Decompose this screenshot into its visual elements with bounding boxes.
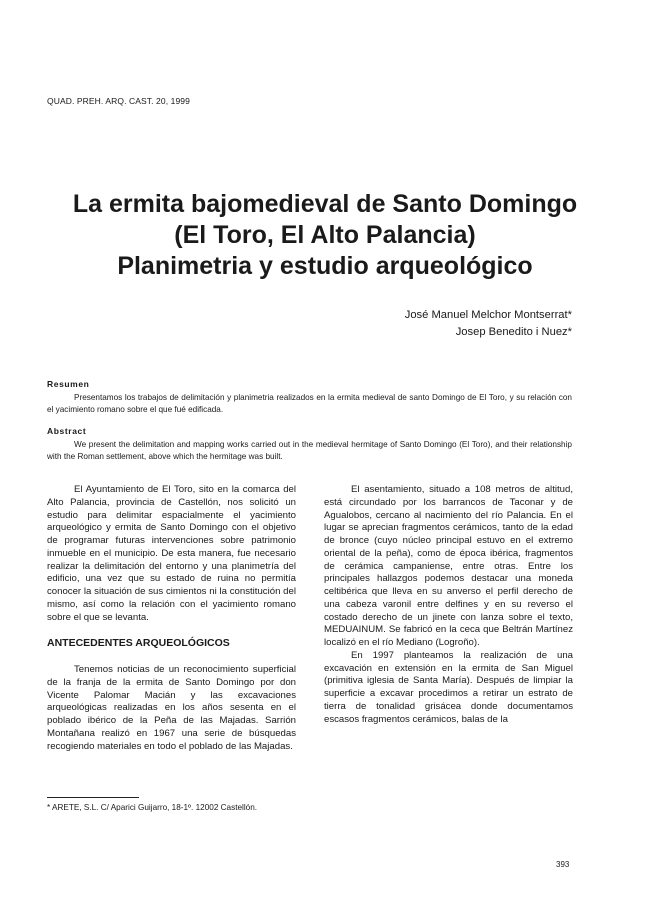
author-2: Josep Benedito i Nuez* <box>455 326 572 338</box>
section-heading: ANTECEDENTES ARQUEOLÓGICOS <box>47 637 230 650</box>
abstract-label: Abstract <box>47 426 87 436</box>
article-title <box>30 189 620 282</box>
intro-paragraph: El Ayuntamiento de El Toro, sito en la comarca del Alto Palancia, provincia de Castellón, nos solicitó un estudio para delimitar espacialmente el yacimiento arqueológico y ermita de Santo Domingo con el objetivo de programar futuras intervenciones sobre patrimonio inmueble en el municipio. De esta manera, fue necesario realizar la delimitación del entorno y una planimetría del edificio, una vez que su estado de ruina no permitía conocer la situación de sus cimientos ni la constitución del mismo, así como la relación con el yacimiento romano sobre el que se levanta. <box>47 484 296 623</box>
title-line-1: La ermita bajomedieval de Santo Domingo <box>72 190 578 218</box>
page-number: 393 <box>556 860 570 869</box>
abstract-text: We present the delimitation and mapping works carried out in the medieval hermitage of Santo Domingo (El Toro), and their relationship with the Roman settlement, above which the hermitage was built. <box>47 440 572 461</box>
right-column <box>324 484 573 726</box>
title-line-3: Planimetria y estudio arqueológico <box>117 252 533 280</box>
asentamiento-paragraph: El asentamiento, situado a 108 metros de altitud, está circundado por los barrancos de Taconar y de Agualobos, cercano al nacimiento del río Palancia. En el lugar se aprecian fragmentos cerámicos, tanto de la edad de bronce (cuyo núcleo principal estuvo en el extremo oriental de la peña), como de época ibérica, fragmentos de cerámica campaniense, entre otras. Entre los principales hallazgos podemos destacar una moneda celtibérica que lleva en su anverso el perfil derecho de una cabeza varonil entre delfines y en su reverso el costado derecho de un jinete con lanza sobre el texto, MEDUAINUM. Se fabricó en la ceca que Beltrán Martínez localizó en el río Mediano (Logroño). <box>324 484 573 648</box>
footnote: * ARETE, S.L. C/ Aparici Guijarro, 18-1º. 12002 Castellón. <box>47 803 258 812</box>
resumen-block <box>47 379 572 415</box>
left-column <box>47 484 296 753</box>
excavacion-paragraph: En 1997 planteamos la realización de una excavación en extensión en la ermita de San Miguel (primitiva iglesia de Santa María). Después de limpiar la superficie a excavar procedimos a retirar un estrato de tierra de tonalidad grisácea donde documentamos escasos fragmentos cerámicos, balas de la <box>324 649 573 725</box>
resumen-label: Resumen <box>47 379 90 389</box>
abstract-block <box>47 426 572 462</box>
author-list <box>405 307 572 341</box>
antecedentes-paragraph: Tenemos noticias de un reconocimiento superficial de la franja de la ermita de Santo Domingo por don Vicente Palomar Macián y las excavaciones arqueológicas realizadas en los años sesenta en el poblado ibérico de la Peña de las Majadas. Sarrión Montañana realizó en 1967 una serie de búsquedas recogiendo materiales en todo el poblado de las Majadas. <box>47 664 296 752</box>
author-1: José Manuel Melchor Montserrat* <box>404 309 572 321</box>
resumen-text: Presentamos los trabajos de delimitación y planimetria realizados en la ermita medieval de santo Domingo de El Toro, y su relación con el yacimiento romano sobre el que fué edificada. <box>47 393 572 414</box>
footnote-rule <box>47 797 139 798</box>
title-line-2: (El Toro, El Alto Palancia) <box>174 221 476 249</box>
running-head: QUAD. PREH. ARQ. CAST. 20, 1999 <box>47 96 190 106</box>
